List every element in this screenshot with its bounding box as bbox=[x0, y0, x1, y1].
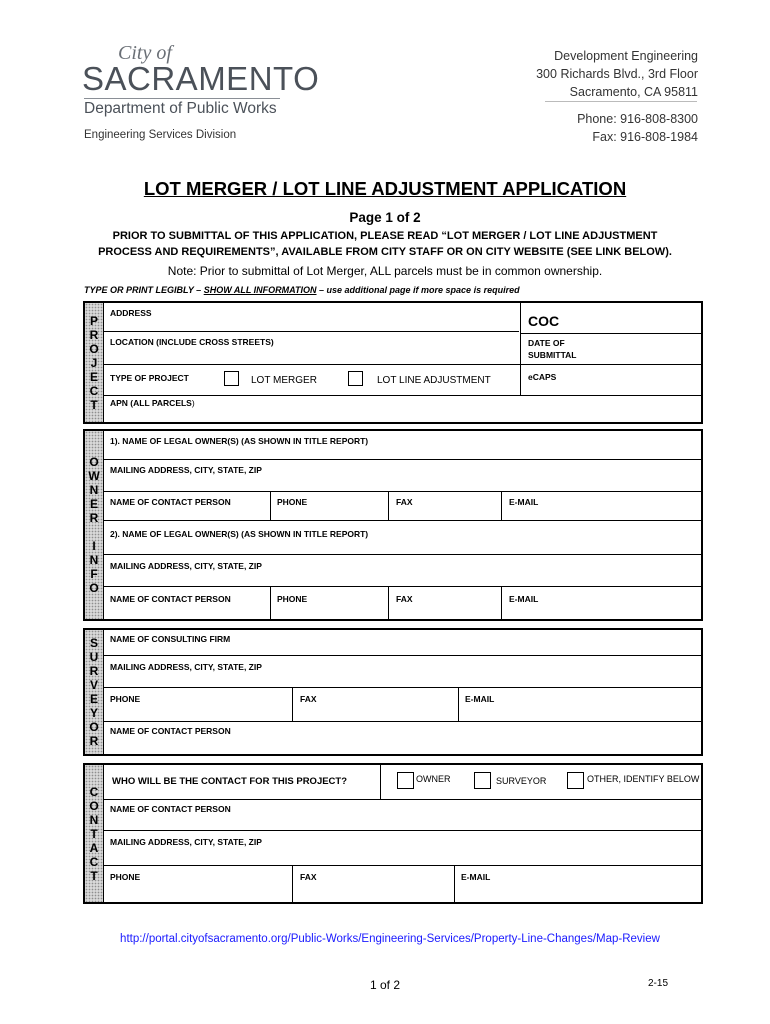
row-line bbox=[103, 395, 701, 396]
office-phone: Phone: 916-808-8300 bbox=[577, 112, 698, 126]
contact-fax-field[interactable]: FAX bbox=[300, 872, 317, 882]
col-line bbox=[292, 687, 293, 721]
row-line bbox=[103, 586, 701, 587]
row-line bbox=[103, 331, 519, 332]
office-street: 300 Richards Blvd., 3rd Floor bbox=[536, 67, 698, 81]
logo-sacramento: SACRAMENTO bbox=[82, 60, 320, 97]
side-letter: V bbox=[89, 678, 98, 692]
surveyor-fax-field[interactable]: FAX bbox=[300, 694, 317, 704]
owner2-fax-field[interactable]: FAX bbox=[396, 594, 413, 604]
city-website-link[interactable]: http://portal.cityofsacramento.org/Public-Works/Engineering-Services/Property-Line-Changes/Map-Review bbox=[120, 933, 660, 945]
side-letter: R bbox=[89, 664, 99, 678]
col-line bbox=[388, 586, 389, 621]
side-letter: W bbox=[88, 469, 100, 483]
side-letter: E bbox=[89, 692, 98, 706]
type-print-part-2: SHOW ALL INFORMATION bbox=[203, 285, 317, 295]
row-line bbox=[103, 799, 701, 800]
contact-name-field[interactable]: NAME OF CONTACT PERSON bbox=[110, 804, 231, 814]
page-indicator: Page 1 of 2 bbox=[349, 210, 421, 225]
side-letter: T bbox=[90, 826, 98, 841]
row-line bbox=[103, 491, 701, 492]
address-divider bbox=[545, 101, 697, 102]
owner1-email-field[interactable]: E-MAIL bbox=[509, 497, 539, 507]
side-letter: O bbox=[89, 455, 99, 469]
contact-owner-label: OWNER bbox=[416, 774, 451, 784]
ownership-note: Note: Prior to submittal of Lot Merger, ALL parcels must be in common ownership. bbox=[167, 264, 603, 278]
row-line bbox=[103, 655, 701, 656]
surveyor-contact-field[interactable]: NAME OF CONTACT PERSON bbox=[110, 726, 231, 736]
col-line bbox=[270, 586, 271, 621]
project-type-label: TYPE OF PROJECT bbox=[110, 373, 189, 383]
address-field[interactable]: ADDRESS bbox=[110, 308, 152, 318]
row-line bbox=[103, 554, 701, 555]
contact-section bbox=[83, 763, 703, 904]
logo-divider bbox=[84, 98, 280, 99]
col-line bbox=[454, 865, 455, 904]
lot-merger-label: LOT MERGER bbox=[251, 375, 317, 386]
surveyor-email-field[interactable]: E-MAIL bbox=[465, 694, 495, 704]
office-name: Development Engineering bbox=[554, 49, 698, 63]
owner-side-label bbox=[85, 431, 104, 619]
owner1-fax-field[interactable]: FAX bbox=[396, 497, 413, 507]
lot-line-adjustment-label: LOT LINE ADJUSTMENT bbox=[377, 375, 491, 386]
lot-line-adjustment-checkbox[interactable] bbox=[348, 371, 363, 386]
side-letter: T bbox=[90, 868, 98, 883]
side-letter: E bbox=[89, 497, 98, 511]
side-letter: C bbox=[89, 784, 99, 799]
submittal-label: SUBMITTAL bbox=[528, 350, 577, 360]
owner2-contact-field[interactable]: NAME OF CONTACT PERSON bbox=[110, 594, 231, 604]
side-letter: J bbox=[90, 355, 98, 370]
contact-other-label: OTHER, IDENTIFY BELOW bbox=[587, 774, 700, 784]
col-line bbox=[501, 491, 502, 520]
side-letter: R bbox=[89, 511, 99, 525]
owner1-phone-field[interactable]: PHONE bbox=[277, 497, 308, 507]
side-letter: R bbox=[89, 327, 99, 342]
owner2-mailing-field[interactable]: MAILING ADDRESS, CITY, STATE, ZIP bbox=[110, 561, 262, 571]
side-letter: O bbox=[89, 720, 99, 734]
surveyor-phone-field[interactable]: PHONE bbox=[110, 694, 141, 704]
owner1-name-field[interactable]: 1). NAME OF LEGAL OWNER(S) (AS SHOWN IN TITLE REPORT) bbox=[110, 436, 369, 446]
side-letter: O bbox=[89, 798, 99, 813]
project-side-label bbox=[85, 303, 104, 422]
side-letter: I bbox=[92, 539, 96, 553]
type-print-instruction bbox=[84, 285, 520, 295]
prior-line-1: PRIOR TO SUBMITTAL OF THIS APPLICATION, PLEASE READ “LOT MERGER / LOT LINE ADJUSTMENT bbox=[112, 230, 658, 242]
contact-owner-checkbox[interactable] bbox=[397, 772, 414, 789]
apn-field[interactable] bbox=[110, 398, 195, 408]
logo-city-of: City of bbox=[118, 42, 172, 64]
owner1-mailing-field[interactable]: MAILING ADDRESS, CITY, STATE, ZIP bbox=[110, 465, 262, 475]
col-line bbox=[388, 491, 389, 520]
side-letter: Y bbox=[89, 706, 98, 720]
location-field[interactable]: LOCATION (INCLUDE CROSS STREETS) bbox=[110, 337, 274, 347]
row-line bbox=[103, 364, 701, 365]
logo-department: Department of Public Works bbox=[84, 100, 277, 117]
row-line bbox=[103, 687, 701, 688]
side-letter: N bbox=[89, 553, 99, 567]
office-fax: Fax: 916-808-1984 bbox=[592, 130, 698, 144]
surveyor-section bbox=[83, 628, 703, 756]
side-letter: N bbox=[89, 483, 99, 497]
office-city: Sacramento, CA 95811 bbox=[569, 85, 698, 99]
side-letter: R bbox=[89, 734, 99, 748]
side-letter: C bbox=[89, 383, 99, 398]
row-line bbox=[103, 721, 701, 722]
row-line bbox=[103, 520, 701, 521]
col-line bbox=[458, 687, 459, 721]
side-letter: C bbox=[89, 854, 99, 869]
contact-surveyor-checkbox[interactable] bbox=[474, 772, 491, 789]
prior-instructions bbox=[60, 228, 710, 260]
form-revision: 2-15 bbox=[648, 978, 669, 989]
contact-other-checkbox[interactable] bbox=[567, 772, 584, 789]
page-title: LOT MERGER / LOT LINE ADJUSTMENT APPLICATION bbox=[143, 178, 627, 199]
col-line bbox=[270, 491, 271, 520]
col-line bbox=[380, 765, 381, 799]
consulting-firm-field[interactable]: NAME OF CONSULTING FIRM bbox=[110, 634, 231, 644]
page-footer: 1 of 2 bbox=[369, 978, 401, 992]
date-of-label: DATE OF bbox=[528, 338, 565, 348]
side-letter: N bbox=[89, 812, 99, 827]
division-name: Engineering Services Division bbox=[84, 129, 237, 141]
owner2-phone-field[interactable]: PHONE bbox=[277, 594, 308, 604]
ecaps-label: eCAPS bbox=[528, 372, 557, 382]
side-letter: T bbox=[90, 397, 98, 412]
type-print-part-3: – use additional page if more space is required bbox=[316, 285, 520, 295]
lot-merger-checkbox[interactable] bbox=[224, 371, 239, 386]
prior-line-2: PROCESS AND REQUIREMENTS”, AVAILABLE FROM CITY STAFF OR ON CITY WEBSITE (SEE LINK BELOW). bbox=[98, 246, 672, 258]
owner-info-section bbox=[83, 429, 703, 621]
contact-question: WHO WILL BE THE CONTACT FOR THIS PROJECT? bbox=[112, 776, 348, 787]
contact-email-field[interactable]: E-MAIL bbox=[461, 872, 491, 882]
row-line bbox=[103, 830, 701, 831]
apn-close-paren: ) bbox=[191, 398, 195, 408]
contact-side-label bbox=[85, 765, 104, 902]
col-line bbox=[292, 865, 293, 904]
project-section bbox=[83, 301, 703, 424]
contact-mailing-field[interactable]: MAILING ADDRESS, CITY, STATE, ZIP bbox=[110, 837, 262, 847]
type-print-part-1: TYPE OR PRINT LEGIBLY – bbox=[84, 285, 204, 295]
side-letter: U bbox=[89, 650, 99, 664]
owner1-contact-field[interactable]: NAME OF CONTACT PERSON bbox=[110, 497, 231, 507]
side-letter: F bbox=[90, 567, 98, 581]
coc-divider bbox=[520, 303, 521, 396]
owner2-name-field[interactable]: 2). NAME OF LEGAL OWNER(S) (AS SHOWN IN TITLE REPORT) bbox=[110, 529, 369, 539]
side-letter: E bbox=[89, 369, 98, 384]
side-letter: A bbox=[89, 840, 99, 855]
contact-surveyor-label: SURVEYOR bbox=[496, 776, 547, 786]
side-letter: O bbox=[89, 341, 99, 356]
contact-phone-field[interactable]: PHONE bbox=[110, 872, 141, 882]
side-letter: O bbox=[89, 581, 99, 595]
row-line bbox=[103, 865, 701, 866]
apn-label: APN (ALL PARCELS bbox=[110, 398, 192, 408]
row-line bbox=[520, 333, 701, 334]
surveyor-mailing-field[interactable]: MAILING ADDRESS, CITY, STATE, ZIP bbox=[110, 662, 262, 672]
side-letter: S bbox=[89, 636, 98, 650]
row-line bbox=[103, 459, 701, 460]
owner2-email-field[interactable]: E-MAIL bbox=[509, 594, 539, 604]
col-line bbox=[501, 586, 502, 621]
surveyor-side-label bbox=[85, 630, 104, 754]
side-letter: P bbox=[89, 313, 98, 328]
coc-label: COC bbox=[528, 313, 560, 329]
